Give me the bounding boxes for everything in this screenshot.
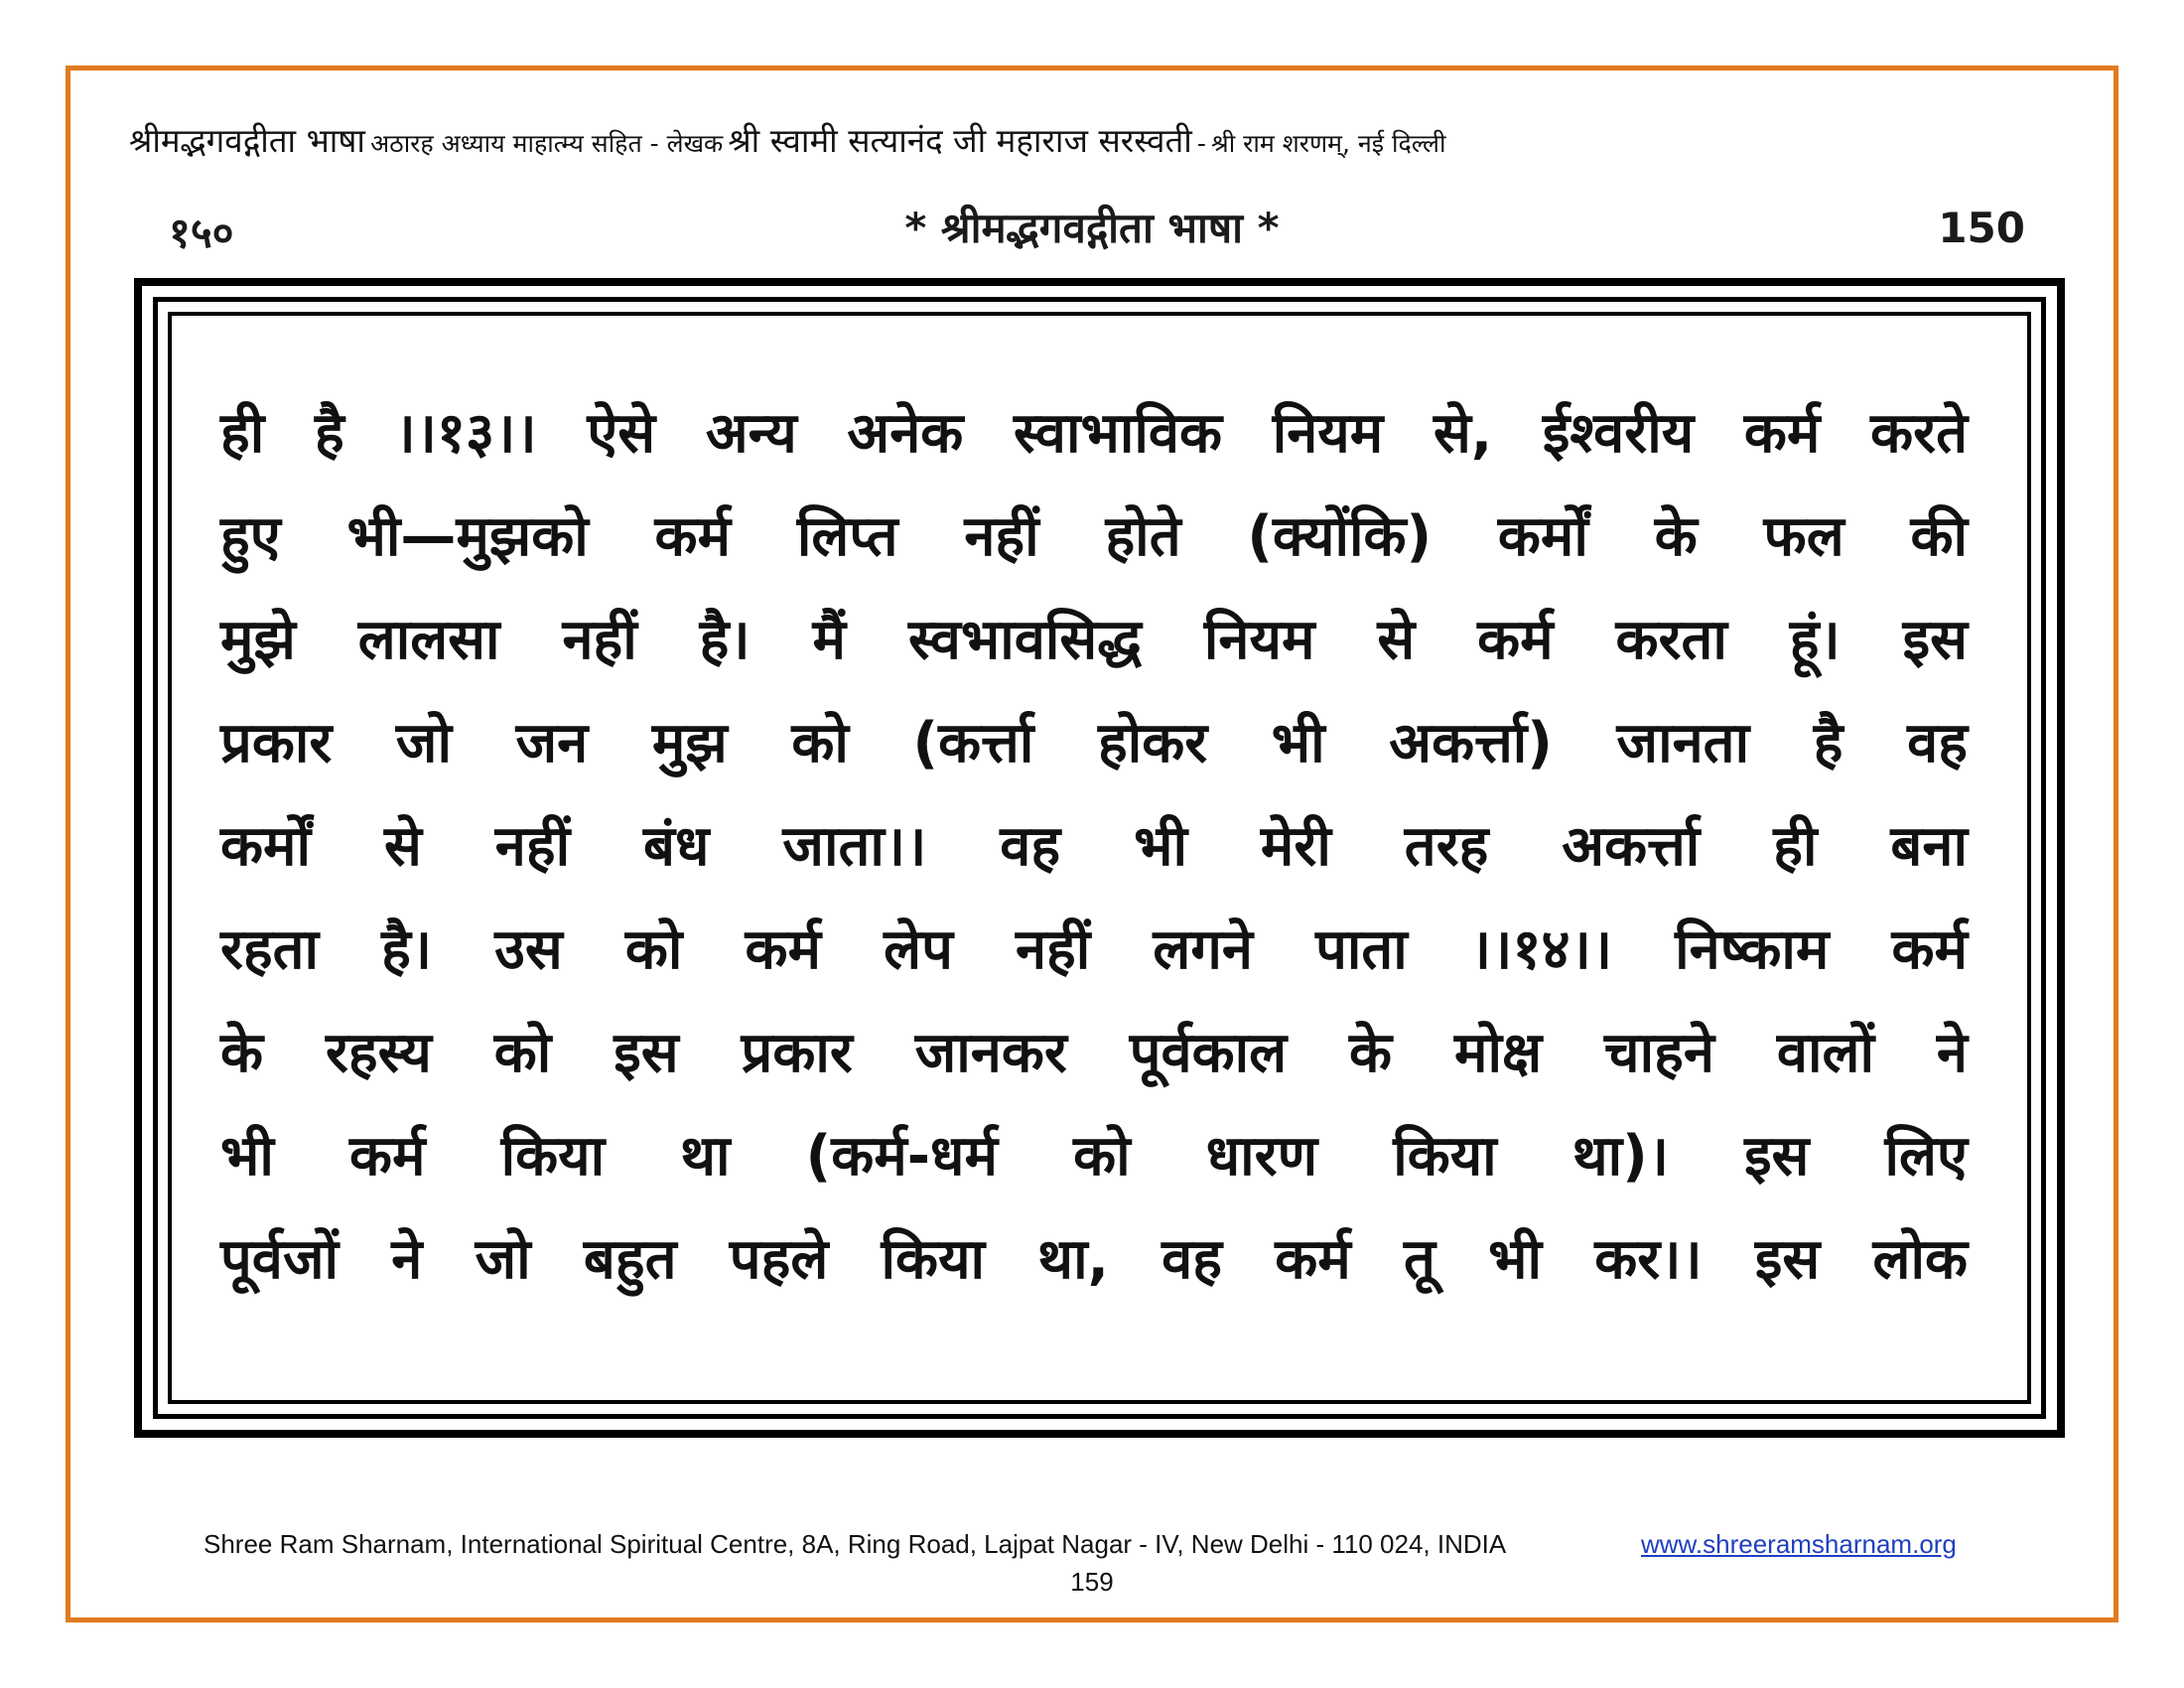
verse-line: रहता है। उस को कर्म लेप नहीं लगने पाता ।।१४।। निष्काम कर्म xyxy=(220,917,1968,982)
page-number-arabic: 150 xyxy=(1938,204,2025,252)
header-separator: - xyxy=(1196,129,1206,158)
pdf-page-number: 159 xyxy=(1070,1567,1114,1597)
header-book-title: श्रीमद्भगवद्गीता भाषा xyxy=(129,121,365,160)
verse-line: कर्मों से नहीं बंध जाता।। वह भी मेरी तरह अकर्त्ता ही बना xyxy=(220,814,1968,879)
website-link[interactable]: www.shreeramsharnam.org xyxy=(1641,1529,1957,1559)
page-title: * श्रीमद्भगवद्गीता भाषा * xyxy=(904,204,1280,252)
verse-line: हुए भी—मुझको कर्म लिप्त नहीं होते (क्योंकि) कर्मों के फल की xyxy=(220,504,1968,569)
verse-line: मुझे लालसा नहीं है। मैं स्वभावसिद्ध नियम से कर्म करता हूं। इस xyxy=(220,608,1968,672)
header-author: श्री स्वामी सत्यानंद जी महाराज सरस्वती xyxy=(728,121,1192,160)
running-header xyxy=(129,117,2065,162)
page-number-devanagari: १५० xyxy=(169,209,234,257)
verse-line: भी कर्म किया था (कर्म-धर्म को धारण किया था)। इस लिए xyxy=(220,1124,1968,1189)
verse-line: प्रकार जो जन मुझ को (कर्त्ता होकर भी अकर्त्ता) जानता है वह xyxy=(220,711,1968,775)
verse-line: के रहस्य को इस प्रकार जानकर पूर्वकाल के मोक्ष चाहने वालों ने xyxy=(220,1021,1968,1085)
verse-line: ही है ।।१३।। ऐसे अन्य अनेक स्वाभाविक नियम से, ईश्वरीय कर्म करते xyxy=(220,401,1968,466)
verse-line: पूर्वजों ने जो बहुत पहले किया था, वह कर्म तू भी कर।। इस लोक xyxy=(220,1227,1968,1292)
header-publisher: श्री राम शरणम्, नई दिल्ली xyxy=(1211,129,1446,158)
header-subtitle: अठारह अध्याय माहात्म्य सहित - लेखक xyxy=(370,129,724,158)
footer-address: Shree Ram Sharnam, International Spiritual Centre, 8A, Ring Road, Lajpat Nagar - IV, New Delhi - 110 024, INDIA xyxy=(204,1529,1507,1559)
verse-text xyxy=(220,382,1968,1312)
